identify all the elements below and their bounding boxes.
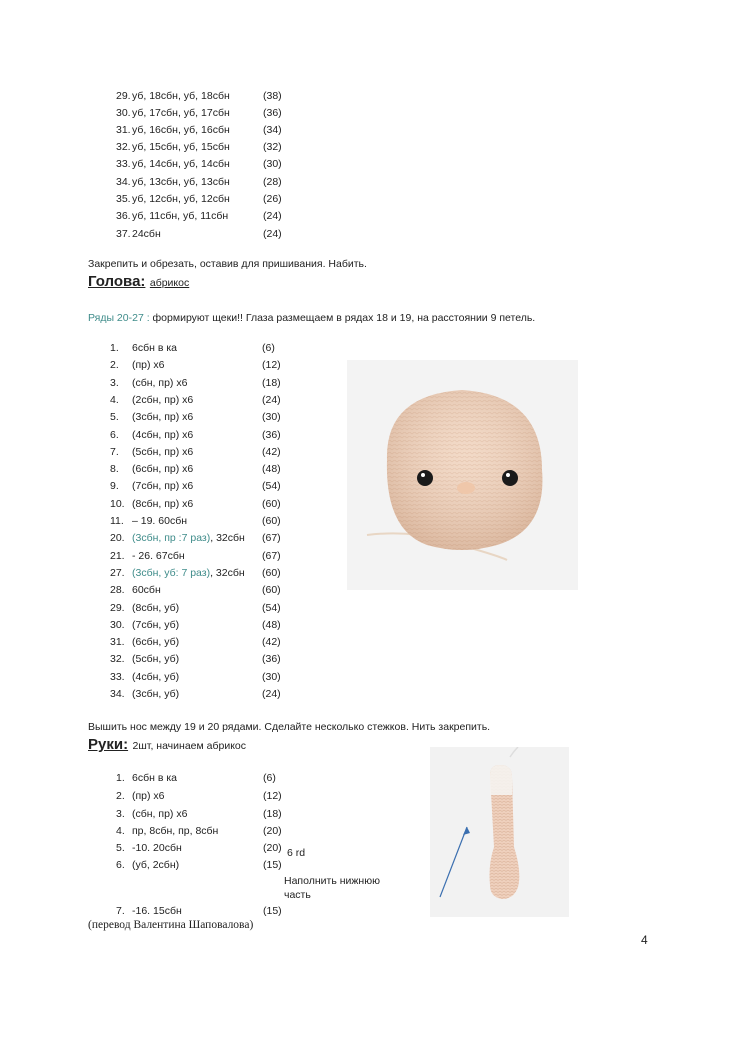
row-number: 29.: [110, 601, 125, 614]
row-text: (4сбн, уб): [132, 670, 180, 683]
rows-note-text: формируют щеки!! Глаза размещаем в рядах 18 и 19, на расстоянии 9 петель.: [149, 312, 536, 324]
row-count: (20): [263, 842, 282, 854]
row-count: (15): [263, 905, 282, 917]
row-text: (пр) х6: [132, 359, 165, 372]
head-note: Вышить нос между 19 и 20 рядами. Сделайте несколько стежков. Нить закрепить.: [88, 721, 491, 733]
row-count: (30): [262, 670, 281, 683]
row-number: 30.: [116, 107, 131, 119]
fill-note-1: Наполнить нижнюю: [284, 875, 380, 887]
row-count: (24): [263, 228, 282, 240]
list-item: [116, 825, 282, 838]
row-count: (38): [263, 90, 282, 102]
row-number: 27.: [110, 566, 125, 579]
arm-photo: [430, 747, 569, 917]
list-item: [116, 158, 282, 171]
fill-note-2: часть: [284, 889, 311, 901]
row-text: пр, 8сбн, пр, 8сбн: [132, 825, 219, 837]
list-item: [116, 905, 282, 918]
list-item: [110, 618, 281, 632]
row-count: (60): [262, 515, 281, 527]
row-count: (24): [262, 393, 281, 406]
row-text: (8сбн, пр) х6: [132, 497, 194, 510]
row-count: (15): [263, 859, 282, 871]
list-item: [110, 480, 281, 493]
row-count: (12): [262, 359, 281, 372]
row-count: (48): [262, 618, 281, 631]
row-count: (36): [263, 107, 282, 119]
row-text: (уб, 2сбн): [132, 859, 180, 871]
row-count: (54): [262, 601, 281, 614]
list-item: [110, 636, 281, 649]
head-rows-note: [88, 312, 535, 325]
list-item: [110, 393, 281, 407]
row-count: (6): [262, 342, 275, 354]
crochet-head-image: [347, 360, 578, 590]
row-text: 6сбн в ка: [132, 342, 177, 354]
row-text: (6сбн, уб): [132, 636, 180, 649]
row-text: [132, 567, 245, 580]
arms-heading: [88, 736, 246, 754]
row-number: 4.: [116, 825, 125, 837]
list-item: [110, 497, 281, 511]
row-number: 30.: [110, 618, 125, 631]
row-text: (3сбн, пр) х6: [132, 411, 194, 424]
row-text: (6сбн, пр) х6: [132, 463, 194, 476]
row-text: – 19. 60сбн: [132, 515, 188, 527]
row-text-highlight: (3сбн, уб: 7 раз): [132, 566, 211, 579]
row-text-rest: , 32сбн: [210, 532, 245, 545]
row-text: уб, 17сбн, уб, 17сбн: [132, 107, 230, 119]
row-text: (3сбн, уб): [132, 688, 180, 700]
row-number: 2.: [116, 790, 125, 802]
list-item: [110, 515, 281, 528]
translation-credit: (перевод Валентина Шаповалова): [88, 919, 254, 931]
row-number: 34.: [116, 176, 131, 188]
row-text: уб, 11сбн, уб, 11сбн: [132, 210, 229, 222]
row-count: (32): [263, 141, 282, 153]
row-count: (60): [262, 497, 281, 510]
list-item: [116, 107, 282, 120]
row-count: (18): [263, 808, 282, 820]
row-number: 34.: [110, 688, 125, 700]
list-item: [116, 90, 282, 103]
list-item: [110, 670, 281, 684]
row-text: -16. 15сбн: [132, 905, 182, 917]
list-item: [110, 463, 281, 476]
list-item: [116, 124, 282, 137]
list-item: [116, 772, 276, 785]
row-text: -10. 20сбн: [132, 842, 182, 854]
list-item: [116, 808, 282, 821]
row-count: (60): [262, 566, 281, 579]
list-item: [116, 859, 282, 872]
list-item: [110, 342, 275, 355]
row-number: 10.: [110, 497, 125, 510]
list-item: [110, 688, 281, 701]
row-text: (8сбн, уб): [132, 601, 180, 614]
row-text: 60сбн: [132, 584, 161, 597]
page-number: 4: [641, 933, 648, 947]
list-item: [110, 411, 281, 424]
row-number: 29.: [116, 90, 131, 102]
row-number: 1.: [116, 772, 125, 784]
row-number: 5.: [116, 842, 125, 854]
arms-title: Руки:: [88, 736, 129, 753]
row-text: (4сбн, пр) х6: [132, 428, 194, 441]
row-number: 5.: [110, 411, 119, 424]
list-item: [110, 549, 281, 563]
head-heading: [88, 273, 189, 291]
row-count: (54): [262, 480, 281, 493]
row-number: 32.: [116, 141, 131, 153]
row-count: (6): [263, 772, 276, 784]
row-number: 3.: [110, 376, 119, 389]
row-number: 36.: [116, 210, 131, 222]
arms-extra: 6 rd: [287, 847, 306, 859]
head-title: Голова:: [88, 273, 146, 290]
row-number: 20.: [110, 532, 125, 545]
row-text-highlight: (3сбн, пр :7 раз): [132, 532, 211, 545]
row-count: (67): [262, 549, 281, 562]
row-count: (24): [263, 210, 282, 222]
row-number: 2.: [110, 359, 119, 372]
row-text: уб, 12сбн, уб, 12сбн: [132, 193, 230, 205]
head-color: абрикос: [149, 277, 190, 289]
list-item: [110, 359, 281, 372]
row-count: (30): [263, 158, 282, 170]
arms-subtitle: 2шт, начинаем абрикос: [132, 740, 246, 752]
row-text: (сбн, пр) х6: [132, 376, 188, 389]
row-text: (7сбн, пр) х6: [132, 480, 194, 493]
list-item: [116, 842, 282, 855]
list-item: [116, 228, 282, 241]
row-count: (28): [263, 176, 282, 188]
row-text: (2сбн, пр) х6: [132, 393, 194, 406]
row-count: (34): [263, 124, 282, 136]
list-item: [110, 445, 281, 459]
row-number: 9.: [110, 480, 119, 493]
row-number: 31.: [116, 124, 131, 136]
crochet-arm-image: [430, 747, 569, 917]
list-item: [116, 141, 282, 154]
row-number: 37.: [116, 228, 131, 240]
row-count: (67): [262, 532, 281, 545]
row-text: 24сбн: [132, 228, 161, 240]
row-text: уб, 18сбн, уб, 18сбн: [132, 90, 230, 102]
row-text: [132, 532, 245, 545]
list-item: [110, 428, 281, 442]
row-text: уб, 13сбн, уб, 13сбн: [132, 176, 230, 188]
body-note: Закрепить и обрезать, оставив для пришивания. Набить.: [88, 258, 367, 270]
row-number: 3.: [116, 808, 125, 820]
row-text: уб, 15сбн, уб, 15сбн: [132, 141, 230, 153]
row-count: (20): [263, 825, 282, 837]
head-photo: [347, 360, 578, 590]
row-count: (42): [262, 636, 281, 649]
row-text-rest: , 32сбн: [210, 566, 245, 579]
row-text: уб, 16сбн, уб, 16сбн: [132, 124, 230, 136]
row-number: 6.: [110, 428, 119, 441]
row-text: 6сбн в ка: [132, 772, 177, 784]
row-number: 8.: [110, 463, 119, 476]
row-number: 33.: [110, 670, 125, 683]
list-item: [110, 566, 281, 580]
row-number: 6.: [116, 859, 125, 871]
list-item: [116, 210, 282, 223]
row-count: (18): [262, 376, 281, 389]
row-count: (36): [262, 428, 281, 441]
row-number: 33.: [116, 158, 131, 170]
list-item: [110, 532, 281, 545]
list-item: [110, 584, 281, 597]
list-item: [116, 790, 282, 803]
row-number: 7.: [116, 905, 125, 917]
row-number: 1.: [110, 342, 119, 354]
row-text: (5сбн, пр) х6: [132, 445, 194, 458]
row-number: 21.: [110, 549, 125, 562]
row-count: (24): [262, 688, 281, 700]
row-number: 7.: [110, 445, 119, 458]
row-text: (5сбн, уб): [132, 653, 180, 666]
row-number: 31.: [110, 636, 125, 649]
list-item: [110, 376, 281, 390]
row-text: (пр) х6: [132, 790, 165, 802]
row-number: 4.: [110, 393, 119, 406]
row-number: 32.: [110, 653, 125, 666]
row-count: (12): [263, 790, 282, 802]
row-text: (сбн, пр) х6: [132, 808, 188, 820]
row-count: (60): [262, 584, 281, 597]
row-number: 35.: [116, 193, 131, 205]
rows-label: Ряды 20-27 :: [88, 312, 150, 324]
row-number: 11.: [110, 515, 124, 527]
row-text: - 26. 67сбн: [132, 549, 185, 562]
row-count: (26): [263, 193, 282, 205]
row-count: (30): [262, 411, 281, 424]
row-count: (36): [262, 653, 281, 666]
list-item: [116, 176, 282, 189]
row-text: уб, 14сбн, уб, 14сбн: [132, 158, 230, 170]
row-text: (7сбн, уб): [132, 618, 180, 631]
list-item: [110, 653, 281, 666]
row-number: 28.: [110, 584, 125, 597]
row-count: (48): [262, 463, 281, 476]
list-item: [116, 193, 282, 206]
row-count: (42): [262, 445, 281, 458]
list-item: [110, 601, 281, 615]
